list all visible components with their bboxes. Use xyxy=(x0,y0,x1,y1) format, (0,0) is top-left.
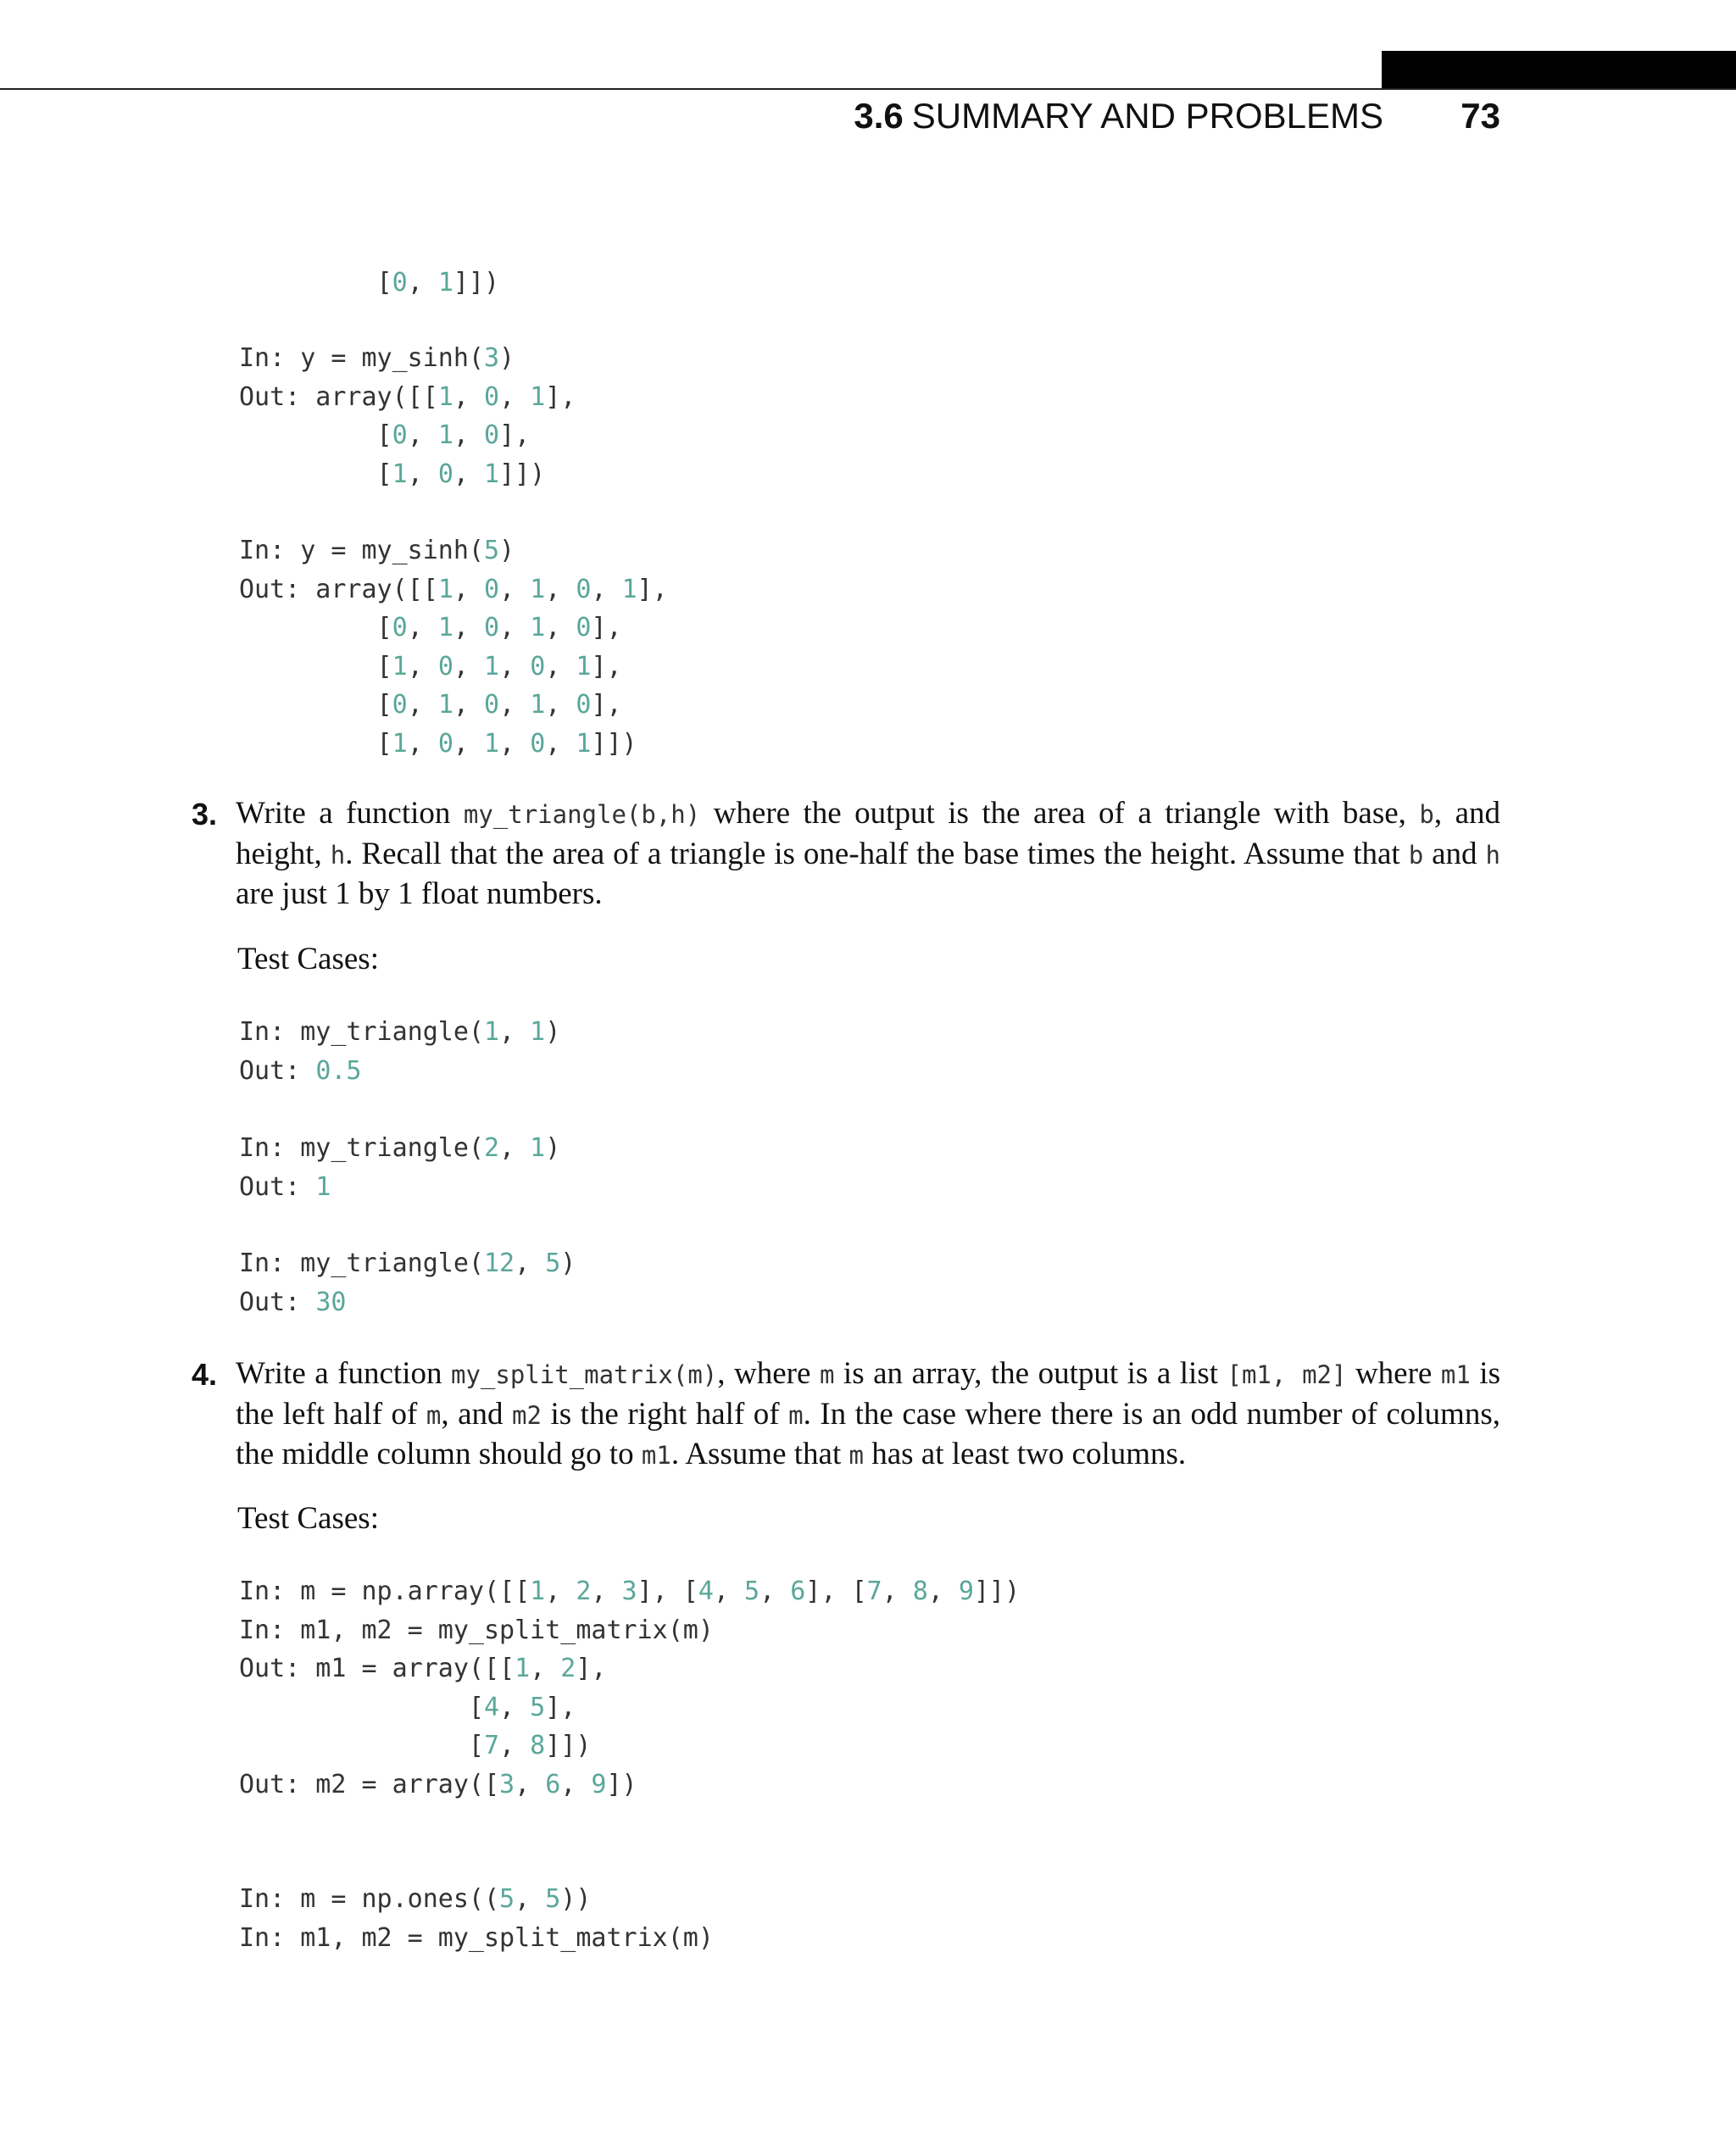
code-text: , xyxy=(499,690,531,720)
code-number: 0 xyxy=(437,651,453,681)
code-text: , xyxy=(560,1769,592,1799)
code-number: 1 xyxy=(392,651,408,681)
code-number: 0 xyxy=(484,574,500,604)
code-text: , xyxy=(545,574,576,604)
code-text: ) xyxy=(499,536,515,565)
code-text: Out: array([[ xyxy=(239,574,438,604)
code-number: 1 xyxy=(530,613,546,642)
code-text: , xyxy=(453,613,484,642)
code-text: ]]) xyxy=(591,728,637,759)
code-number: 0 xyxy=(392,690,408,720)
code-text: , xyxy=(499,1731,531,1760)
code-text: In: m = np.array([[ xyxy=(239,1577,531,1606)
problem-number: 4. xyxy=(192,1357,218,1392)
code-text: [ xyxy=(239,690,392,720)
code-number: 0 xyxy=(576,690,592,720)
code-text: , xyxy=(453,651,484,681)
code-line xyxy=(239,1880,714,1919)
code-line xyxy=(239,648,668,687)
code-text: , xyxy=(407,613,438,642)
code-number: 0 xyxy=(484,690,500,720)
code-number: 2 xyxy=(560,1654,576,1683)
code-number: 0 xyxy=(392,613,408,642)
code-number: 1 xyxy=(437,420,453,450)
code-number: 1 xyxy=(515,1654,531,1683)
code-text: , xyxy=(499,651,531,681)
code-text: Out: xyxy=(239,1287,316,1317)
code-text: ) xyxy=(545,1017,561,1047)
test-cases-label: Test Cases: xyxy=(237,942,379,976)
code-text: , xyxy=(545,690,576,720)
code-number: 1 xyxy=(530,1577,546,1606)
code-line xyxy=(239,686,668,725)
code-text: [ xyxy=(239,651,392,681)
code-text: , xyxy=(882,1577,913,1606)
code-line xyxy=(239,1649,1020,1688)
code-text: [ xyxy=(239,728,392,759)
code-text: ], xyxy=(591,651,622,681)
code-text: , xyxy=(407,728,438,759)
code-text: , xyxy=(545,651,576,681)
code-text: Out: xyxy=(239,1171,316,1202)
code-number: 0 xyxy=(484,381,500,412)
code-text: , xyxy=(499,613,531,642)
code-text: [ xyxy=(239,420,392,450)
code-number: 9 xyxy=(591,1769,607,1799)
code-text: [ xyxy=(239,268,392,298)
code-number: 1 xyxy=(530,574,546,604)
code-text: ], xyxy=(591,690,622,720)
code-number: 5 xyxy=(530,1692,546,1722)
code-text: , xyxy=(453,459,484,489)
code-text: [ xyxy=(239,1731,484,1760)
code-number: 30 xyxy=(315,1287,347,1317)
test-cases-label: Test Cases: xyxy=(237,1501,379,1536)
code-text: , xyxy=(499,1692,531,1722)
code-number: 0 xyxy=(576,613,592,642)
code-text: ]]) xyxy=(973,1577,1021,1606)
code-text: , xyxy=(545,728,576,759)
code-number: 3 xyxy=(499,1769,515,1799)
code-text: ]) xyxy=(606,1769,637,1799)
code-block xyxy=(239,1013,560,1090)
code-text: ], [ xyxy=(805,1577,867,1606)
code-text: Out: xyxy=(239,1055,316,1086)
code-line xyxy=(239,1283,576,1322)
code-text: , xyxy=(545,1577,576,1606)
code-line xyxy=(239,1919,714,1958)
code-number: 8 xyxy=(912,1577,928,1606)
section-number: 3.6 xyxy=(854,96,904,136)
code-number: 0 xyxy=(392,420,408,450)
code-line xyxy=(239,1168,560,1207)
code-line xyxy=(239,1013,560,1052)
code-text: , xyxy=(453,690,484,720)
code-number: 5 xyxy=(499,1884,515,1914)
code-block xyxy=(239,1572,1020,1804)
code-number: 1 xyxy=(483,1017,500,1047)
problem-4-text: Write a function my_split_matrix(m), where m is an array, the output is a list [m1, m2] where m1 is the left half of m, and m2 is the right half of m. In the case where there is an odd number of columns, the middle column should go to m1. Assume that m has at least two columns. xyxy=(236,1356,1500,1471)
code-text: ) xyxy=(499,343,515,373)
code-number: 6 xyxy=(790,1577,806,1606)
code-text: , xyxy=(407,459,438,489)
code-text: Out: m1 = array([[ xyxy=(239,1654,515,1683)
code-text: , xyxy=(499,1133,531,1163)
code-number: 2 xyxy=(483,1133,500,1163)
code-text: In: m1, m2 = my_split_matrix(m) xyxy=(239,1922,714,1953)
code-line xyxy=(239,264,499,303)
code-block xyxy=(239,1880,714,1957)
code-text: , xyxy=(453,728,484,759)
code-line xyxy=(239,570,668,609)
code-number: 5 xyxy=(545,1248,561,1278)
code-text: In: m = np.ones(( xyxy=(239,1884,500,1914)
code-text: ], xyxy=(637,574,668,604)
code-text: In: my_triangle( xyxy=(239,1133,484,1163)
code-text: , xyxy=(591,574,622,604)
code-number: 0 xyxy=(484,420,500,450)
code-text: , xyxy=(499,381,531,412)
code-number: 7 xyxy=(483,1731,500,1760)
code-number: 4 xyxy=(483,1692,500,1722)
code-number: 0 xyxy=(576,574,592,604)
code-number: 1 xyxy=(484,459,500,489)
code-line xyxy=(239,1052,560,1091)
code-text: , xyxy=(407,651,438,681)
code-number: 5 xyxy=(483,536,500,565)
code-text: , xyxy=(407,690,438,720)
code-block xyxy=(239,1129,560,1206)
code-text: , xyxy=(591,1577,622,1606)
code-text: [ xyxy=(239,459,392,489)
code-number: 4 xyxy=(698,1577,714,1606)
code-number: 1 xyxy=(437,574,453,604)
code-number: 9 xyxy=(958,1577,974,1606)
code-line xyxy=(239,416,576,455)
code-number: 3 xyxy=(621,1577,637,1606)
code-block xyxy=(239,531,668,763)
code-text: In: my_triangle( xyxy=(239,1017,484,1047)
code-number: 1 xyxy=(392,459,408,489)
code-block xyxy=(239,339,576,493)
code-text: , xyxy=(515,1769,546,1799)
code-text: , xyxy=(407,268,438,298)
code-line xyxy=(239,1727,1020,1766)
code-number: 6 xyxy=(545,1769,561,1799)
code-text: [ xyxy=(239,1692,484,1722)
code-number: 2 xyxy=(576,1577,592,1606)
code-number: 1 xyxy=(437,613,453,642)
header-black-bar xyxy=(1382,51,1736,90)
code-text: ]]) xyxy=(499,459,546,489)
code-number: 12 xyxy=(483,1248,515,1278)
code-text: ], [ xyxy=(637,1577,698,1606)
code-number: 1 xyxy=(621,574,637,604)
code-text: , xyxy=(499,728,531,759)
code-text: Out: array([[ xyxy=(239,381,438,412)
code-number: 1 xyxy=(530,381,546,412)
code-text: ) xyxy=(560,1248,576,1278)
code-text: , xyxy=(713,1577,745,1606)
code-number: 1 xyxy=(530,1017,546,1047)
code-number: 1 xyxy=(437,381,453,412)
code-text: ]]) xyxy=(453,268,500,298)
code-number: 1 xyxy=(392,728,408,759)
code-number: 5 xyxy=(545,1884,561,1914)
code-block xyxy=(239,1244,576,1321)
code-number: 1 xyxy=(530,690,546,720)
code-text: )) xyxy=(560,1884,592,1914)
code-text: , xyxy=(453,420,484,450)
code-text: ) xyxy=(545,1133,561,1163)
code-line xyxy=(239,339,576,378)
code-number: 0 xyxy=(392,268,408,298)
code-text: , xyxy=(453,381,484,412)
code-number: 0.5 xyxy=(315,1055,362,1086)
code-text: ], xyxy=(545,1692,576,1722)
code-line xyxy=(239,531,668,570)
code-line xyxy=(239,1244,576,1283)
code-number: 3 xyxy=(483,343,500,373)
code-text: , xyxy=(499,1017,531,1047)
code-line xyxy=(239,1688,1020,1727)
section-title: SUMMARY AND PROBLEMS xyxy=(911,96,1383,136)
page-number: 73 xyxy=(1461,96,1500,136)
code-line xyxy=(239,1129,560,1168)
code-number: 1 xyxy=(437,268,453,298)
code-text: , xyxy=(407,420,438,450)
code-text: In: y = my_sinh( xyxy=(239,343,484,373)
running-head xyxy=(0,95,1383,137)
code-number: 1 xyxy=(484,728,500,759)
code-number: 5 xyxy=(744,1577,760,1606)
code-line xyxy=(239,378,576,417)
code-number: 1 xyxy=(484,651,500,681)
code-number: 1 xyxy=(530,1133,546,1163)
code-block xyxy=(239,264,499,303)
code-number: 1 xyxy=(315,1171,331,1202)
code-text: Out: m2 = array([ xyxy=(239,1769,500,1799)
code-text: , xyxy=(499,574,531,604)
code-text: , xyxy=(530,1654,561,1683)
code-text: ], xyxy=(576,1654,607,1683)
code-number: 7 xyxy=(866,1577,882,1606)
code-line xyxy=(239,725,668,764)
code-number: 0 xyxy=(437,728,453,759)
code-text: ], xyxy=(545,381,576,412)
code-text: In: y = my_sinh( xyxy=(239,536,484,565)
code-text: , xyxy=(453,574,484,604)
code-line xyxy=(239,609,668,648)
code-text: , xyxy=(515,1884,546,1914)
problem-number: 3. xyxy=(192,797,218,831)
code-line xyxy=(239,455,576,494)
code-number: 0 xyxy=(530,728,546,759)
code-text: ], xyxy=(591,613,622,642)
code-text: ]]) xyxy=(545,1731,592,1760)
code-text: , xyxy=(545,613,576,642)
header-rule xyxy=(0,88,1736,90)
code-line xyxy=(239,1611,1020,1650)
code-line xyxy=(239,1572,1020,1611)
code-text: , xyxy=(927,1577,959,1606)
code-number: 0 xyxy=(484,613,500,642)
code-number: 0 xyxy=(530,651,546,681)
problem-3-text: Write a function my_triangle(b,h) where the output is the area of a triangle with base, b, and height, h. Recall that the area of a triangle is one-half the base times the height. Assume that b and h are just 1 by 1 float numbers. xyxy=(236,796,1500,911)
code-text: In: my_triangle( xyxy=(239,1248,484,1278)
code-text: In: m1, m2 = my_split_matrix(m) xyxy=(239,1615,714,1645)
code-number: 0 xyxy=(437,459,453,489)
code-number: 1 xyxy=(437,690,453,720)
code-text: ], xyxy=(499,420,531,450)
code-text: , xyxy=(760,1577,791,1606)
code-text: [ xyxy=(239,613,392,642)
code-line xyxy=(239,1766,1020,1805)
code-number: 1 xyxy=(576,651,592,681)
code-text: , xyxy=(515,1248,546,1278)
code-number: 1 xyxy=(576,728,592,759)
code-number: 8 xyxy=(530,1731,546,1760)
